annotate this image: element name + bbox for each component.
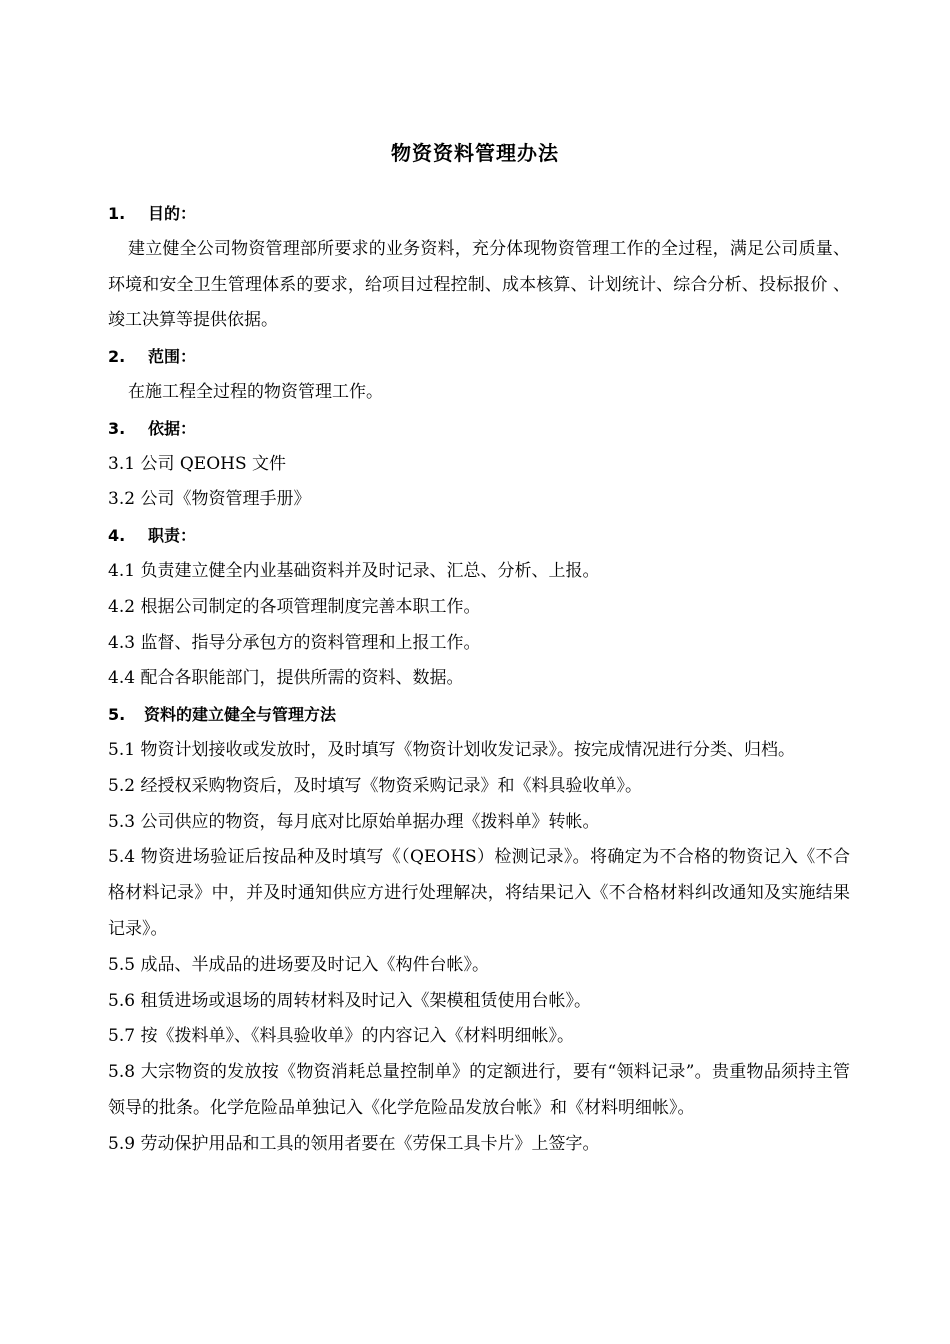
- document-title: 物资资料管理办法: [391, 141, 559, 165]
- section-4-heading: [108, 518, 850, 554]
- section-title: 职责：: [148, 526, 197, 546]
- section-2-heading: [108, 339, 850, 375]
- list-item: 4.1 负责建立健全内业基础资料并及时记录、汇总、分析、上报。: [108, 560, 600, 581]
- list-item: 5.5 成品、半成品的进场要及时记入《构件台帐》。: [108, 954, 489, 975]
- section-5-heading: [108, 697, 850, 733]
- list-item: 4.3 监督、指导分承包方的资料管理和上报工作。: [108, 632, 481, 653]
- list-item: 3.1 公司 QEOHS 文件: [108, 453, 287, 474]
- section-1-heading: [108, 196, 850, 232]
- section-number: 4.: [108, 526, 126, 546]
- list-item: 5.3 公司供应的物资，每月底对比原始单据办理《拨料单》转帐。: [108, 811, 600, 832]
- list-item: 3.2 公司《物资管理手册》: [108, 489, 311, 510]
- section-title: 依据：: [148, 418, 197, 438]
- section-title: 范围：: [148, 347, 197, 367]
- section-title: 资料的建立健全与管理方法: [144, 705, 337, 725]
- section-number: 1.: [108, 204, 126, 223]
- list-item: 5.2 经授权采购物资后，及时填写《物资采购记录》和《料具验收单》。: [108, 775, 642, 796]
- list-item: 5.1 物资计划接收或发放时，及时填写《物资计划收发记录》。按完成情况进行分类、归档。: [108, 739, 795, 760]
- section-3-heading: [108, 411, 850, 447]
- section-number: 2.: [108, 347, 126, 367]
- list-item: 5.9 劳动保护用品和工具的领用者要在《劳保工具卡片》上签字。: [108, 1133, 600, 1154]
- document-body: [108, 196, 850, 1163]
- list-item: 5.7 按《拨料单》、《料具验收单》的内容记入《材料明细帐》。: [108, 1026, 574, 1047]
- section-2-paragraph: 在施工程全过程的物资管理工作。: [128, 381, 383, 402]
- section-1-paragraph: 建立健全公司物资管理部所要求的业务资料，充分体现物资管理工作的全过程，满足公司质量、环境和安全卫生管理体系的要求，给项目过程控制、成本核算、计划统计、综合分析、投标报价 、竣工决算等提供依据。: [108, 238, 850, 331]
- section-title: 目的：: [148, 204, 197, 223]
- list-item: 5.4 物资进场验证后按品种及时填写《（QEOHS）检测记录》。将确定为不合格的物资记入《不合格材料记录》中，并及时通知供应方进行处理解决，将结果记入《不合格材料纠改通知及实施结果记录》。: [108, 847, 850, 939]
- list-item: 5.8 大宗物资的发放按《物资消耗总量控制单》的定额进行，要有“领料记录”。贵重物品须持主管领导的批条。化学危险品单独记入《化学危险品发放台帐》和《材料明细帐》。: [108, 1062, 850, 1118]
- list-item: 4.4 配合各职能部门，提供所需的资料、数据。: [108, 668, 464, 689]
- section-number: 3.: [108, 418, 126, 438]
- list-item: 4.2 根据公司制定的各项管理制度完善本职工作。: [108, 596, 481, 617]
- section-number: 5.: [108, 705, 126, 725]
- list-item: 5.6 租赁进场或退场的周转材料及时记入《架模租赁使用台帐》。: [108, 990, 591, 1011]
